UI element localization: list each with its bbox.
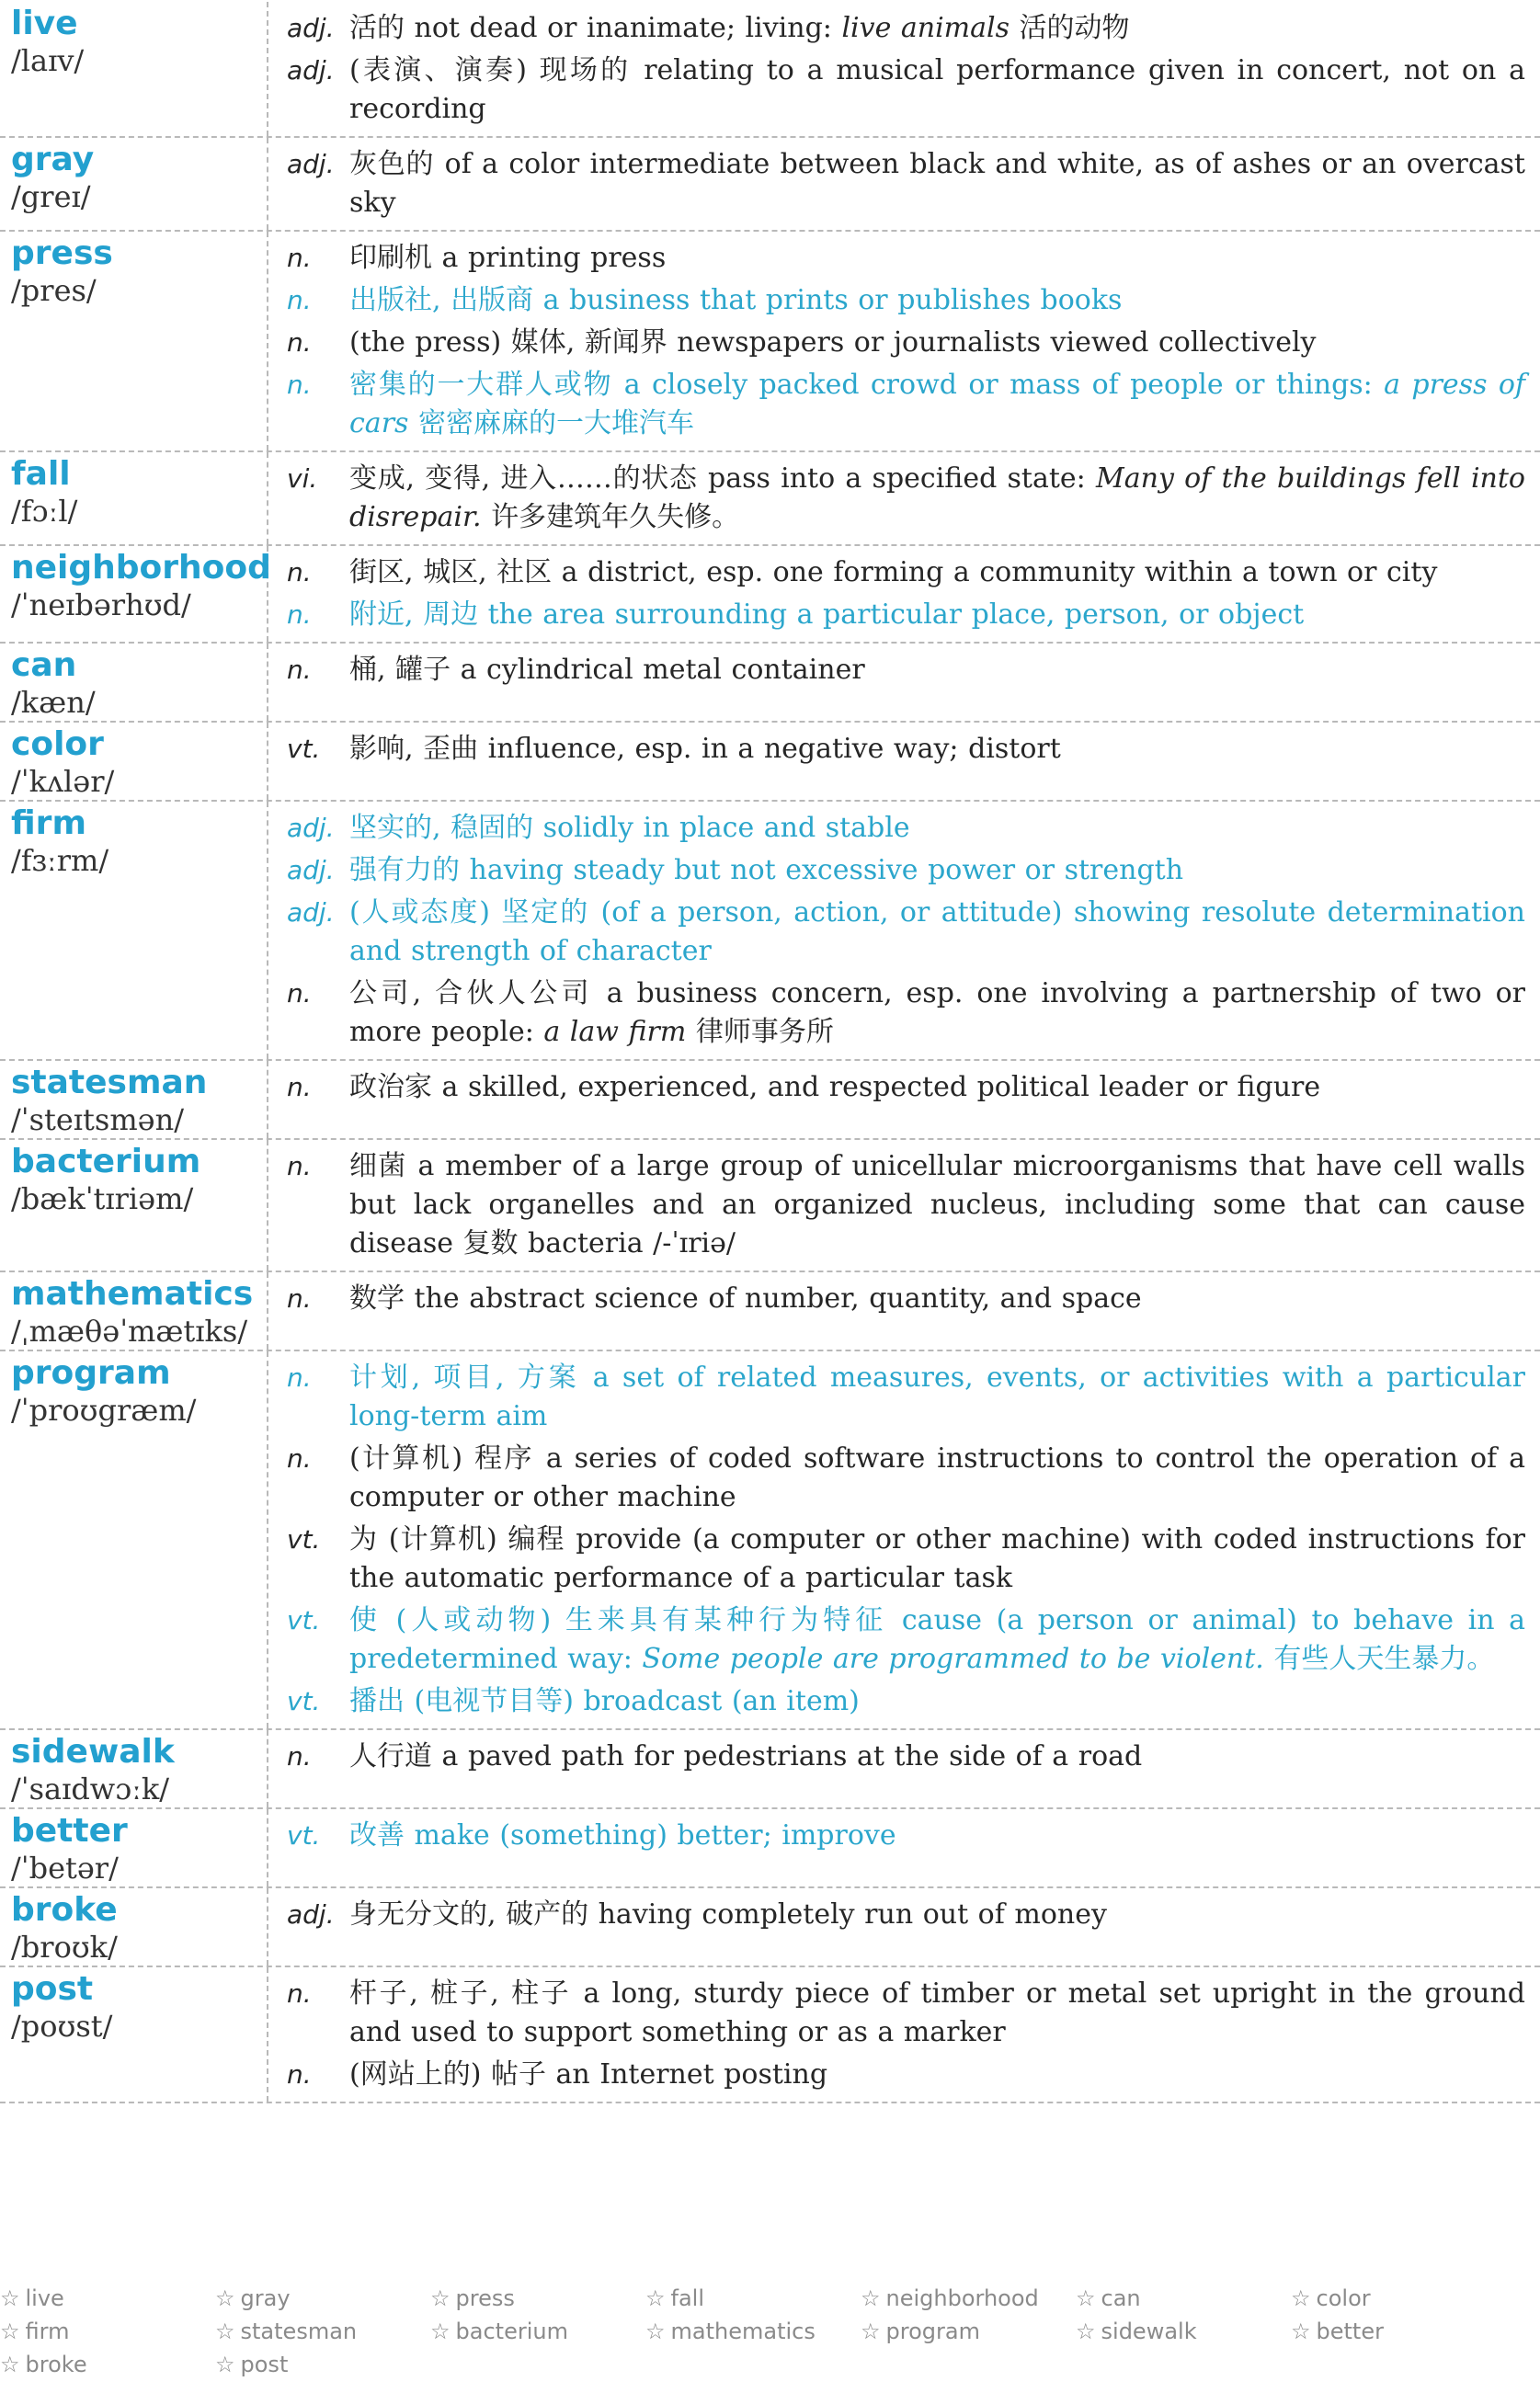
definition-text	[349, 1601, 1540, 1679]
gloss-text: 计划, 项目, 方案 a set of related measures, events, or activities with a particular long-term aim	[349, 1362, 1525, 1432]
gloss-text: 灰色的 of a color intermediate between black and white, as of ashes or an overcast sky	[349, 148, 1525, 219]
gloss-text: 律师事务所	[686, 1016, 834, 1048]
word-list-item[interactable]	[1291, 2285, 1506, 2319]
star-icon: ☆	[215, 2285, 235, 2311]
entry-post	[0, 1967, 1540, 2103]
star-icon: ☆	[1291, 2319, 1311, 2344]
headword: press	[11, 234, 113, 272]
phonetic: /fɜːrm/	[11, 843, 109, 878]
part-of-speech: n.	[287, 599, 312, 630]
part-of-speech: adj.	[287, 813, 335, 843]
part-of-speech: adj.	[287, 149, 335, 179]
word-list-item[interactable]	[0, 2319, 215, 2352]
definitions-cell	[268, 1888, 1540, 1966]
definitions-cell	[268, 802, 1540, 1059]
definitions-cell	[268, 1272, 1540, 1350]
headword-cell	[0, 1272, 268, 1350]
part-of-speech: n.	[287, 370, 312, 400]
phonetic: /ˈproʊgræm/	[11, 1393, 197, 1428]
definition-text	[349, 2056, 1540, 2094]
definition-text	[349, 730, 1540, 769]
word-list-label: post	[240, 2352, 289, 2377]
gloss-text: (网站上的) 帖子 an Internet posting	[349, 2058, 828, 2091]
gloss-text: 强有力的 having steady but not excessive power or strength	[349, 854, 1184, 886]
headword: color	[11, 725, 104, 763]
entry-bacterium	[0, 1140, 1540, 1272]
word-list-label: statesman	[240, 2319, 358, 2344]
headword-cell	[0, 138, 268, 230]
star-icon: ☆	[645, 2285, 666, 2311]
definition-text	[349, 9, 1540, 48]
definition-text	[349, 1280, 1540, 1318]
part-of-speech: n.	[287, 2059, 312, 2090]
part-of-speech: n.	[287, 285, 312, 315]
phonetic: /kæn/	[11, 685, 96, 720]
definition-text	[349, 1521, 1540, 1598]
star-icon: ☆	[215, 2352, 235, 2377]
word-list-label: neighborhood	[885, 2285, 1039, 2311]
star-icon: ☆	[645, 2319, 666, 2344]
example-text: live animals	[841, 12, 1010, 44]
definition	[268, 1738, 1540, 1776]
entry-program	[0, 1351, 1540, 1730]
definitions-cell	[268, 1351, 1540, 1728]
headword: statesman	[11, 1064, 208, 1101]
gloss-text: (表演、演奏) 现场的 relating to a musical performance given in concert, not on a recording	[349, 54, 1525, 125]
gloss-text: 身无分文的, 破产的 having completely run out of money	[349, 1898, 1107, 1931]
definition	[268, 324, 1540, 362]
entry-live	[0, 2, 1540, 138]
star-icon: ☆	[0, 2285, 20, 2311]
part-of-speech: vt.	[287, 1524, 321, 1555]
part-of-speech: n.	[287, 1072, 312, 1102]
gloss-text: 印刷机 a printing press	[349, 242, 667, 274]
word-list-item[interactable]	[215, 2319, 430, 2352]
definitions-cell	[268, 1809, 1540, 1886]
phonetic: /fɔːl/	[11, 494, 78, 529]
definitions-cell	[268, 232, 1540, 450]
entry-statesman	[0, 1061, 1540, 1140]
gloss-text: (人或态度) 坚定的 (of a person, action, or attitude) showing resolute determination and strength of character	[349, 896, 1525, 967]
word-list-item[interactable]	[1291, 2319, 1506, 2352]
gloss-text: 有些人天生暴力。	[1263, 1643, 1495, 1675]
headword: neighborhood	[11, 549, 271, 587]
phonetic: /ˈsteɪtsmən/	[11, 1102, 184, 1137]
gloss-text: 密集的一大群人或物 a closely packed crowd or mass of people or things:	[349, 369, 1385, 401]
part-of-speech: vt.	[287, 1686, 321, 1716]
definition-text	[349, 894, 1540, 971]
definition	[268, 1682, 1540, 1721]
phonetic: /ˈkʌlər/	[11, 764, 115, 799]
gloss-text: 使 (人或动物) 生来具有某种行为特征 cause (a person or animal) to behave in a predetermined way:	[349, 1604, 1525, 1675]
word-list-item[interactable]	[861, 2319, 1076, 2352]
phonetic: /laɪv/	[11, 43, 85, 78]
definition-text	[349, 1975, 1540, 2052]
entry-mathematics	[0, 1272, 1540, 1351]
word-list-label: can	[1101, 2285, 1141, 2311]
phonetic: /ˌmæθəˈmætɪks/	[11, 1314, 248, 1349]
gloss-text: 桶, 罐子 a cylindrical metal container	[349, 654, 865, 686]
phonetic: /bækˈtɪriəm/	[11, 1181, 194, 1216]
definition-text	[349, 1682, 1540, 1721]
word-list-item[interactable]	[861, 2285, 1076, 2319]
phonetic: /ˈneɪbərhʊd/	[11, 587, 191, 622]
definition	[268, 1440, 1540, 1517]
gloss-text: 许多建筑年久失修。	[481, 501, 740, 533]
gloss-text: (the press) 媒体, 新闻界 newspapers or journalists viewed collectively	[349, 326, 1317, 359]
part-of-speech: n.	[287, 327, 312, 358]
star-icon: ☆	[861, 2285, 881, 2311]
part-of-speech: vt.	[287, 1820, 321, 1851]
word-list-label: broke	[25, 2352, 87, 2377]
entry-better	[0, 1809, 1540, 1888]
gloss-text: 改善 make (something) better; improve	[349, 1819, 896, 1852]
definition-text	[349, 851, 1540, 890]
headword: gray	[11, 141, 95, 178]
definition	[268, 1817, 1540, 1855]
part-of-speech: n.	[287, 557, 312, 587]
headword-cell	[0, 232, 268, 450]
part-of-speech: vt.	[287, 734, 321, 764]
headword-cell	[0, 802, 268, 1059]
definition	[268, 651, 1540, 689]
gloss-text: 为 (计算机) 编程 provide (a computer or other machine) with coded instructions for the automatic performance of a particular task	[349, 1523, 1525, 1594]
definition-text	[349, 1068, 1540, 1107]
definition	[268, 51, 1540, 129]
star-icon: ☆	[1291, 2285, 1311, 2311]
star-icon: ☆	[430, 2319, 451, 2344]
part-of-speech: adj.	[287, 55, 335, 85]
entry-neighborhood	[0, 546, 1540, 644]
part-of-speech: n.	[287, 1978, 312, 2009]
phonetic: /greɪ/	[11, 179, 91, 214]
word-list-label: press	[455, 2285, 515, 2311]
vocabulary-table	[0, 2, 1540, 2103]
definition	[268, 460, 1540, 537]
part-of-speech: n.	[287, 655, 312, 685]
headword-cell	[0, 1967, 268, 2102]
definition-text	[349, 809, 1540, 848]
star-icon: ☆	[1076, 2285, 1096, 2311]
word-list-item[interactable]	[215, 2352, 430, 2385]
definition	[268, 809, 1540, 848]
definitions-cell	[268, 138, 1540, 230]
word-list-item[interactable]	[430, 2319, 645, 2352]
gloss-text: 杆子, 桩子, 柱子 a long, sturdy piece of timber or metal set upright in the ground and used to support something or as a marker	[349, 1977, 1525, 2048]
star-icon: ☆	[861, 2319, 881, 2344]
definition	[268, 1975, 1540, 2052]
phonetic: /ˈsaɪdwɔːk/	[11, 1772, 170, 1806]
gloss-text: 公司, 合伙人公司 a business concern, esp. one involving a partnership of two or more people:	[349, 977, 1525, 1048]
gloss-text: 活的动物	[1010, 12, 1130, 44]
headword: bacterium	[11, 1143, 201, 1180]
definition	[268, 730, 1540, 769]
gloss-text: 细菌 a member of a large group of unicellular microorganisms that have cell walls but lack organelles and an organized nucleus, including some that can cause disease 复数 bacteria /-ˈɪriə/	[349, 1150, 1525, 1259]
definition	[268, 366, 1540, 443]
definition	[268, 1601, 1540, 1679]
word-list-item[interactable]	[0, 2352, 215, 2385]
part-of-speech: n.	[287, 1283, 312, 1314]
star-icon: ☆	[1076, 2319, 1096, 2344]
example-text: a law firm	[543, 1016, 687, 1048]
headword: program	[11, 1354, 171, 1392]
definition-text	[349, 281, 1540, 320]
part-of-speech: adj.	[287, 855, 335, 885]
part-of-speech: n.	[287, 1151, 312, 1181]
headword: fall	[11, 455, 71, 493]
example-text: Some people are programmed to be violent.	[642, 1643, 1264, 1675]
phonetic: /broʊk/	[11, 1930, 118, 1965]
gloss-text: 街区, 城区, 社区 a district, esp. one forming a community within a town or city	[349, 556, 1438, 588]
entry-fall	[0, 452, 1540, 546]
part-of-speech: vt.	[287, 1605, 321, 1635]
headword-cell	[0, 1809, 268, 1886]
definition-text	[349, 1896, 1540, 1934]
word-list-label: gray	[240, 2285, 291, 2311]
headword: post	[11, 1970, 94, 2008]
word-list-item[interactable]	[0, 2285, 215, 2319]
definition-text	[349, 974, 1540, 1052]
headword-cell	[0, 546, 271, 642]
definition-text	[349, 1359, 1540, 1436]
definition	[268, 2056, 1540, 2094]
definitions-cell	[268, 1967, 1540, 2102]
definitions-cell	[268, 1730, 1540, 1807]
word-list-item[interactable]	[645, 2319, 861, 2352]
star-icon: ☆	[0, 2352, 20, 2377]
headword: can	[11, 646, 77, 684]
headword-cell	[0, 1140, 268, 1271]
part-of-speech: n.	[287, 1741, 312, 1772]
headword-cell	[0, 723, 268, 800]
word-list-item[interactable]	[1076, 2319, 1291, 2352]
word-list	[0, 2285, 1540, 2385]
definition	[268, 9, 1540, 48]
word-list-label: fall	[670, 2285, 705, 2311]
definitions-cell	[268, 1061, 1540, 1138]
word-list-item[interactable]	[430, 2285, 645, 2319]
phonetic: /poʊst/	[11, 2009, 113, 2044]
example-text: a press of cars	[349, 369, 1525, 439]
headword: firm	[11, 804, 86, 842]
headword-cell	[0, 1061, 268, 1138]
headword-cell	[0, 1888, 268, 1966]
gloss-text: 出版社, 出版商 a business that prints or publishes books	[349, 284, 1123, 316]
headword-cell	[0, 1730, 268, 1807]
definitions-cell	[268, 644, 1540, 721]
definitions-cell	[268, 1140, 1540, 1271]
example-text: Many of the buildings fell into disrepair.	[349, 462, 1525, 533]
definition	[268, 1280, 1540, 1318]
definition	[268, 1521, 1540, 1598]
definitions-cell	[268, 2, 1540, 136]
definition-text	[349, 51, 1540, 129]
definition-text	[349, 1440, 1540, 1517]
entry-press	[0, 232, 1540, 452]
part-of-speech: n.	[287, 243, 312, 273]
entry-can	[0, 644, 1540, 723]
gloss-text: 人行道 a paved path for pedestrians at the side of a road	[349, 1740, 1143, 1772]
gloss-text: 密密麻麻的一大堆汽车	[408, 407, 694, 439]
definition-text	[349, 239, 1540, 278]
definition	[268, 1068, 1540, 1107]
star-icon: ☆	[0, 2319, 20, 2344]
definition	[268, 281, 1540, 320]
part-of-speech: n.	[287, 1362, 312, 1393]
headword: mathematics	[11, 1275, 254, 1313]
definition	[268, 1359, 1540, 1436]
word-list-label: live	[25, 2285, 64, 2311]
word-list-item[interactable]	[215, 2285, 430, 2319]
part-of-speech: adj.	[287, 1899, 335, 1930]
definition-text	[349, 1738, 1540, 1776]
definition-text	[349, 460, 1540, 537]
definition-text	[349, 1817, 1540, 1855]
definition-text	[349, 145, 1540, 222]
part-of-speech: n.	[287, 978, 312, 1008]
word-list-label: mathematics	[670, 2319, 816, 2344]
definition	[268, 145, 1540, 222]
gloss-text: 活的 not dead or inanimate; living:	[349, 12, 842, 44]
definition	[268, 596, 1540, 634]
entry-sidewalk	[0, 1730, 1540, 1809]
gloss-text: (计算机) 程序 a series of coded software instructions to control the operation of a computer or other machine	[349, 1442, 1525, 1513]
headword-cell	[0, 2, 268, 136]
star-icon: ☆	[215, 2319, 235, 2344]
entry-firm	[0, 802, 1540, 1061]
gloss-text: 附近, 周边 the area surrounding a particular place, person, or object	[349, 598, 1305, 631]
word-list-item[interactable]	[645, 2285, 861, 2319]
part-of-speech: adj.	[287, 13, 335, 43]
definition-text	[349, 324, 1540, 362]
gloss-text: 影响, 歪曲 influence, esp. in a negative way; distort	[349, 733, 1061, 765]
word-list-label: color	[1316, 2285, 1371, 2311]
word-list-label: program	[885, 2319, 980, 2344]
headword: broke	[11, 1891, 118, 1929]
part-of-speech: n.	[287, 1443, 312, 1474]
gloss-text: 变成, 变得, 进入……的状态 pass into a specified state:	[349, 462, 1097, 495]
entry-color	[0, 723, 1540, 802]
headword-cell	[0, 644, 268, 721]
entry-gray	[0, 138, 1540, 232]
gloss-text: 播出 (电视节目等) broadcast (an item)	[349, 1685, 860, 1717]
headword-cell	[0, 1351, 268, 1728]
definition	[268, 1147, 1540, 1263]
definition-text	[349, 1147, 1540, 1263]
definition-text	[349, 596, 1540, 634]
definition-text	[349, 651, 1540, 689]
definition	[268, 553, 1540, 592]
headword: better	[11, 1812, 128, 1850]
phonetic: /pres/	[11, 273, 97, 308]
word-list-label: better	[1316, 2319, 1384, 2344]
definition-text	[349, 366, 1540, 443]
definitions-cell	[268, 546, 1540, 642]
gloss-text: 政治家 a skilled, experienced, and respected political leader or figure	[349, 1071, 1321, 1103]
gloss-text: 数学 the abstract science of number, quantity, and space	[349, 1282, 1142, 1315]
headword-cell	[0, 452, 268, 544]
entry-broke	[0, 1888, 1540, 1967]
definition-text	[349, 553, 1540, 592]
definition	[268, 851, 1540, 890]
part-of-speech: vi.	[287, 463, 318, 494]
definition	[268, 894, 1540, 971]
definition	[268, 1896, 1540, 1934]
headword: live	[11, 5, 78, 42]
phonetic: /ˈbetər/	[11, 1851, 119, 1886]
part-of-speech: adj.	[287, 897, 335, 928]
gloss-text: 坚实的, 稳固的 solidly in place and stable	[349, 812, 910, 844]
definitions-cell	[268, 723, 1540, 800]
word-list-label: sidewalk	[1101, 2319, 1197, 2344]
star-icon: ☆	[430, 2285, 451, 2311]
word-list-item[interactable]	[1076, 2285, 1291, 2319]
definition	[268, 974, 1540, 1052]
word-list-label: firm	[25, 2319, 70, 2344]
definitions-cell	[268, 452, 1540, 544]
word-list-label: bacterium	[455, 2319, 568, 2344]
headword: sidewalk	[11, 1733, 175, 1771]
definition	[268, 239, 1540, 278]
